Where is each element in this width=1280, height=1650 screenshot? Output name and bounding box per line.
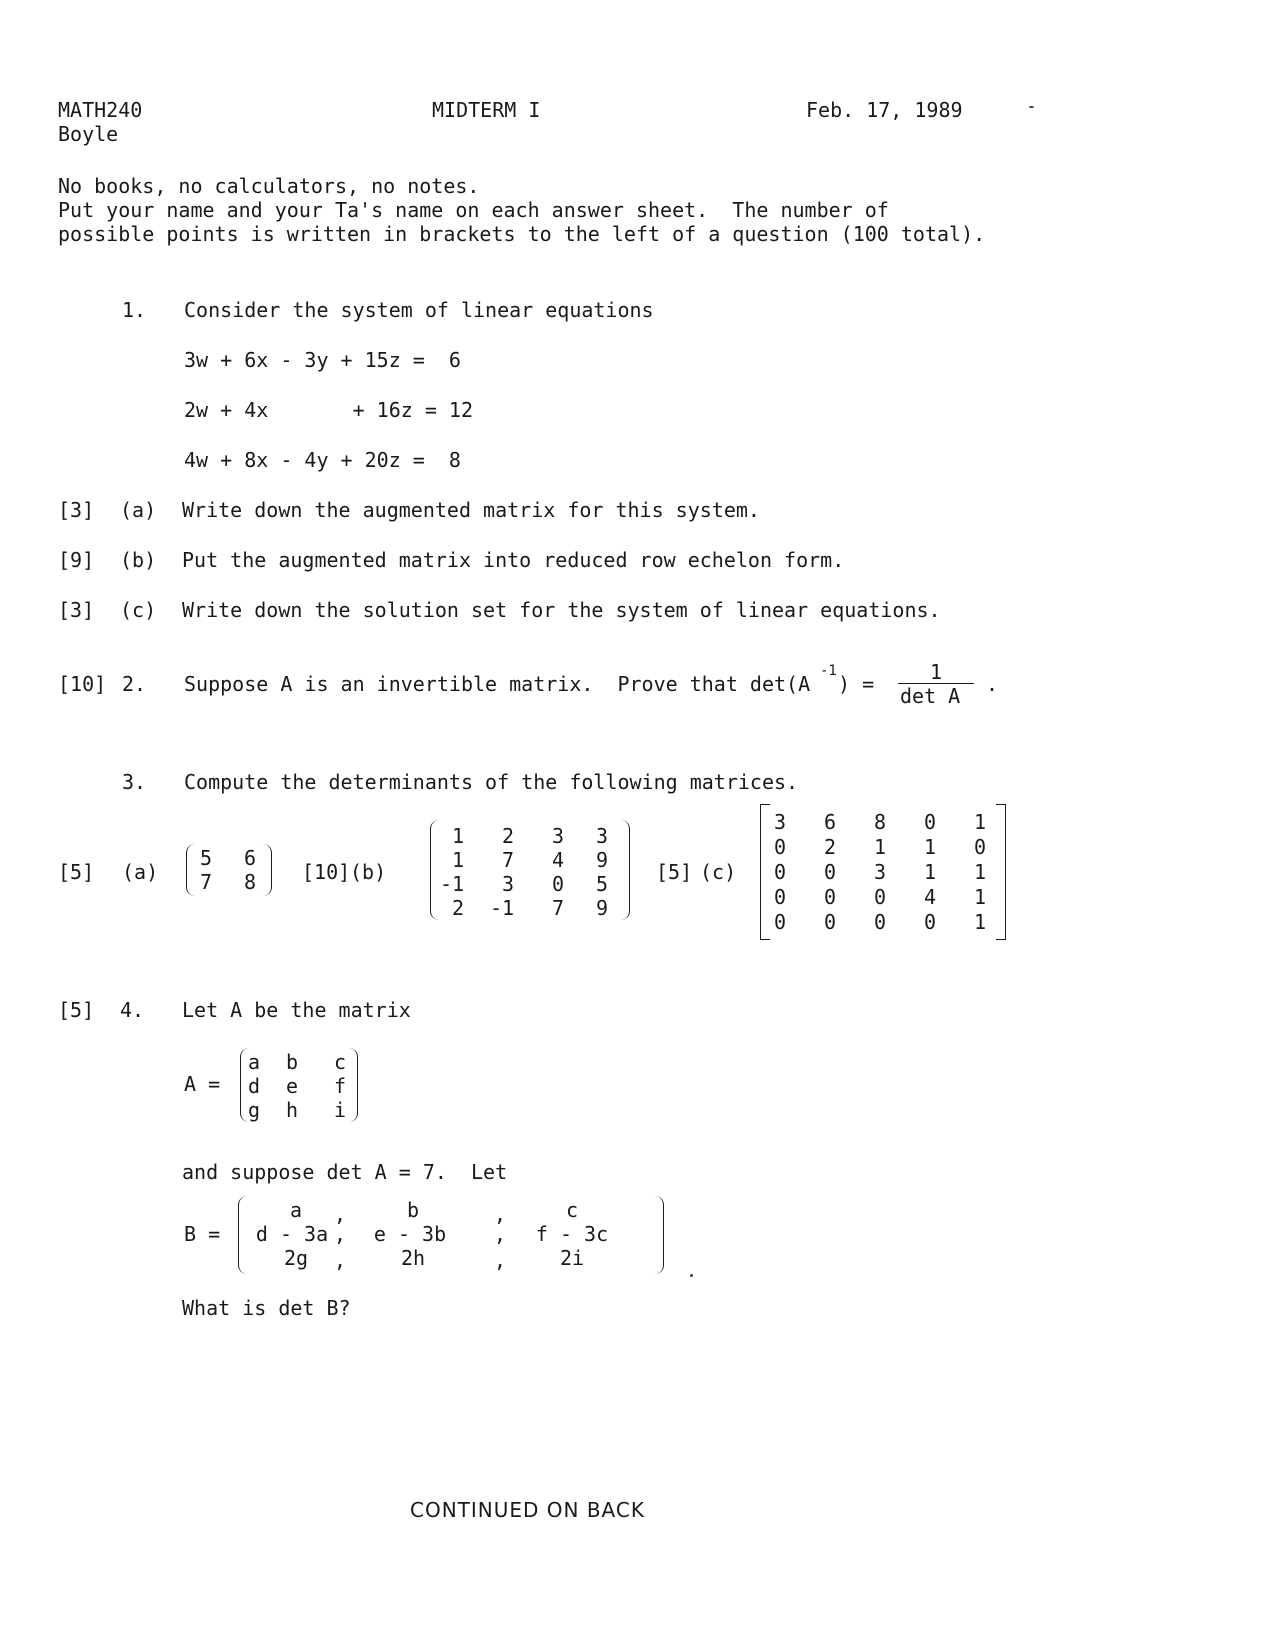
q1-equation-1: 3w + 6x - 3y + 15z = 6: [184, 348, 461, 372]
q2-period: .: [986, 672, 999, 696]
matrix-cell: b: [406, 1198, 420, 1222]
q3a-label: (a): [122, 860, 159, 884]
matrix-a-label: A =: [184, 1072, 221, 1096]
matrix-cell: 0: [873, 885, 887, 909]
matrix-cell: 2g: [283, 1246, 309, 1270]
q1a-points: [3]: [58, 498, 95, 522]
matrix-cell: 5: [199, 846, 213, 870]
q1c-points: [3]: [58, 598, 95, 622]
q1-equation-3: 4w + 8x - 4y + 20z = 8: [184, 448, 461, 472]
matrix-separator: ,: [493, 1202, 507, 1226]
matrix-cell: 1: [923, 860, 937, 884]
matrix-separator: ,: [333, 1248, 347, 1272]
matrix-cell: a: [289, 1198, 303, 1222]
q2-exponent: -1: [820, 663, 837, 679]
instructor-name: Boyle: [58, 122, 119, 146]
continued-note: CONTINUED ON BACK: [410, 1498, 645, 1522]
exam-title: MIDTERM I: [432, 98, 541, 122]
matrix-cell: 2: [451, 896, 465, 920]
matrix-cell: 1: [973, 910, 987, 934]
matrix-cell: c: [333, 1050, 347, 1074]
instruction-line-1: No books, no calculators, no notes.: [58, 174, 480, 198]
matrix-cell: i: [333, 1098, 347, 1122]
matrix-b: [238, 1196, 664, 1274]
q1b-points: [9]: [58, 548, 95, 572]
matrix-cell: 3: [501, 872, 515, 896]
matrix-cell: c: [565, 1198, 579, 1222]
matrix-cell: 1: [923, 835, 937, 859]
q1a-text: Write down the augmented matrix for this system.: [182, 498, 760, 522]
matrix-cell: 3: [873, 860, 887, 884]
matrix-cell: 8: [243, 870, 257, 894]
matrix-cell: 6: [823, 810, 837, 834]
matrix-cell: 9: [595, 848, 609, 872]
matrix-cell: 0: [923, 810, 937, 834]
q2-points: [10]: [58, 672, 107, 696]
matrix-cell: 0: [551, 872, 565, 896]
matrix-cell: 7: [501, 848, 515, 872]
q3c-label: (c): [700, 860, 737, 884]
matrix-cell: 3: [551, 824, 565, 848]
matrix-b-label: B =: [184, 1222, 221, 1246]
q1-prompt: Consider the system of linear equations: [184, 298, 654, 322]
matrix-cell: 0: [873, 910, 887, 934]
matrix-cell: e - 3b: [373, 1222, 447, 1246]
q3b-matrix: [430, 820, 630, 920]
q4-suppose-text: and suppose det A = 7. Let: [182, 1160, 508, 1184]
q2-denominator: det A: [900, 684, 961, 708]
matrix-cell: 1: [451, 848, 465, 872]
matrix-cell: 0: [923, 910, 937, 934]
matrix-cell: 9: [595, 896, 609, 920]
matrix-cell: a: [247, 1050, 261, 1074]
matrix-separator: ,: [493, 1222, 507, 1246]
instruction-line-2: Put your name and your Ta's name on each answer sheet. The number of: [58, 198, 889, 222]
matrix-separator: ,: [333, 1202, 347, 1226]
q4-points: [5]: [58, 998, 95, 1022]
matrix-cell: d: [247, 1074, 261, 1098]
matrix-a: [240, 1048, 358, 1122]
q2-text-after: ) =: [838, 672, 875, 696]
matrix-cell: 7: [199, 870, 213, 894]
matrix-cell: 1: [973, 860, 987, 884]
q3b-label: (b): [350, 860, 387, 884]
q3-prompt: Compute the determinants of the following matrices.: [184, 770, 799, 794]
matrix-cell: 4: [923, 885, 937, 909]
matrix-cell: -1: [439, 872, 465, 896]
q3a-points: [5]: [58, 860, 95, 884]
course-code: MATH240: [58, 98, 143, 122]
matrix-cell: e: [285, 1074, 299, 1098]
matrix-cell: 3: [595, 824, 609, 848]
q4-question: What is det B?: [182, 1296, 351, 1320]
matrix-cell: 1: [973, 885, 987, 909]
q4-number: 4.: [120, 998, 145, 1022]
matrix-cell: 0: [773, 835, 787, 859]
exam-date: Feb. 17, 1989: [806, 98, 963, 122]
q1b-text: Put the augmented matrix into reduced row echelon form.: [182, 548, 845, 572]
matrix-cell: g: [247, 1098, 261, 1122]
matrix-cell: d - 3a: [255, 1222, 329, 1246]
q2-text: Suppose A is an invertible matrix. Prove that det(A: [184, 672, 811, 696]
matrix-cell: 2: [501, 824, 515, 848]
matrix-cell: 0: [773, 885, 787, 909]
matrix-cell: -1: [489, 896, 515, 920]
stray-dot: [690, 1274, 693, 1277]
q4-prompt: Let A be the matrix: [182, 998, 411, 1022]
matrix-cell: 0: [823, 885, 837, 909]
matrix-cell: 0: [773, 860, 787, 884]
q3a-matrix: [186, 844, 272, 896]
right-bracket: [654, 1196, 664, 1274]
matrix-cell: 0: [773, 910, 787, 934]
q1c-label: (c): [120, 598, 157, 622]
q3b-points: [10]: [302, 860, 351, 884]
instruction-line-3: possible points is written in brackets to the left of a question (100 total).: [58, 222, 986, 246]
matrix-cell: 0: [973, 835, 987, 859]
matrix-cell: 1: [873, 835, 887, 859]
matrix-cell: 8: [873, 810, 887, 834]
matrix-cell: 2: [823, 835, 837, 859]
matrix-cell: h: [285, 1098, 299, 1122]
stray-mark: [1029, 106, 1034, 108]
q3-number: 3.: [122, 770, 147, 794]
matrix-cell: 5: [595, 872, 609, 896]
matrix-separator: ,: [493, 1248, 507, 1272]
q1b-label: (b): [120, 548, 157, 572]
q3c-matrix: [760, 804, 1006, 940]
matrix-cell: 7: [551, 896, 565, 920]
matrix-cell: 2i: [559, 1246, 585, 1270]
matrix-cell: 1: [973, 810, 987, 834]
matrix-cell: 0: [823, 910, 837, 934]
matrix-cell: 3: [773, 810, 787, 834]
matrix-cell: b: [285, 1050, 299, 1074]
q2-numerator: 1: [930, 660, 943, 684]
q2-number: 2.: [122, 672, 147, 696]
q1-equation-2: 2w + 4x + 16z = 12: [184, 398, 473, 422]
matrix-cell: 1: [451, 824, 465, 848]
q1a-label: (a): [120, 498, 157, 522]
matrix-cell: f - 3c: [535, 1222, 609, 1246]
matrix-cell: 4: [551, 848, 565, 872]
q1c-text: Write down the solution set for the system of linear equations.: [182, 598, 941, 622]
matrix-cell: 2h: [400, 1246, 426, 1270]
q3c-points: [5]: [656, 860, 693, 884]
q1-number: 1.: [122, 298, 147, 322]
matrix-cell: 6: [243, 846, 257, 870]
matrix-cell: f: [333, 1074, 347, 1098]
matrix-cell: 0: [823, 860, 837, 884]
matrix-separator: ,: [333, 1222, 347, 1246]
